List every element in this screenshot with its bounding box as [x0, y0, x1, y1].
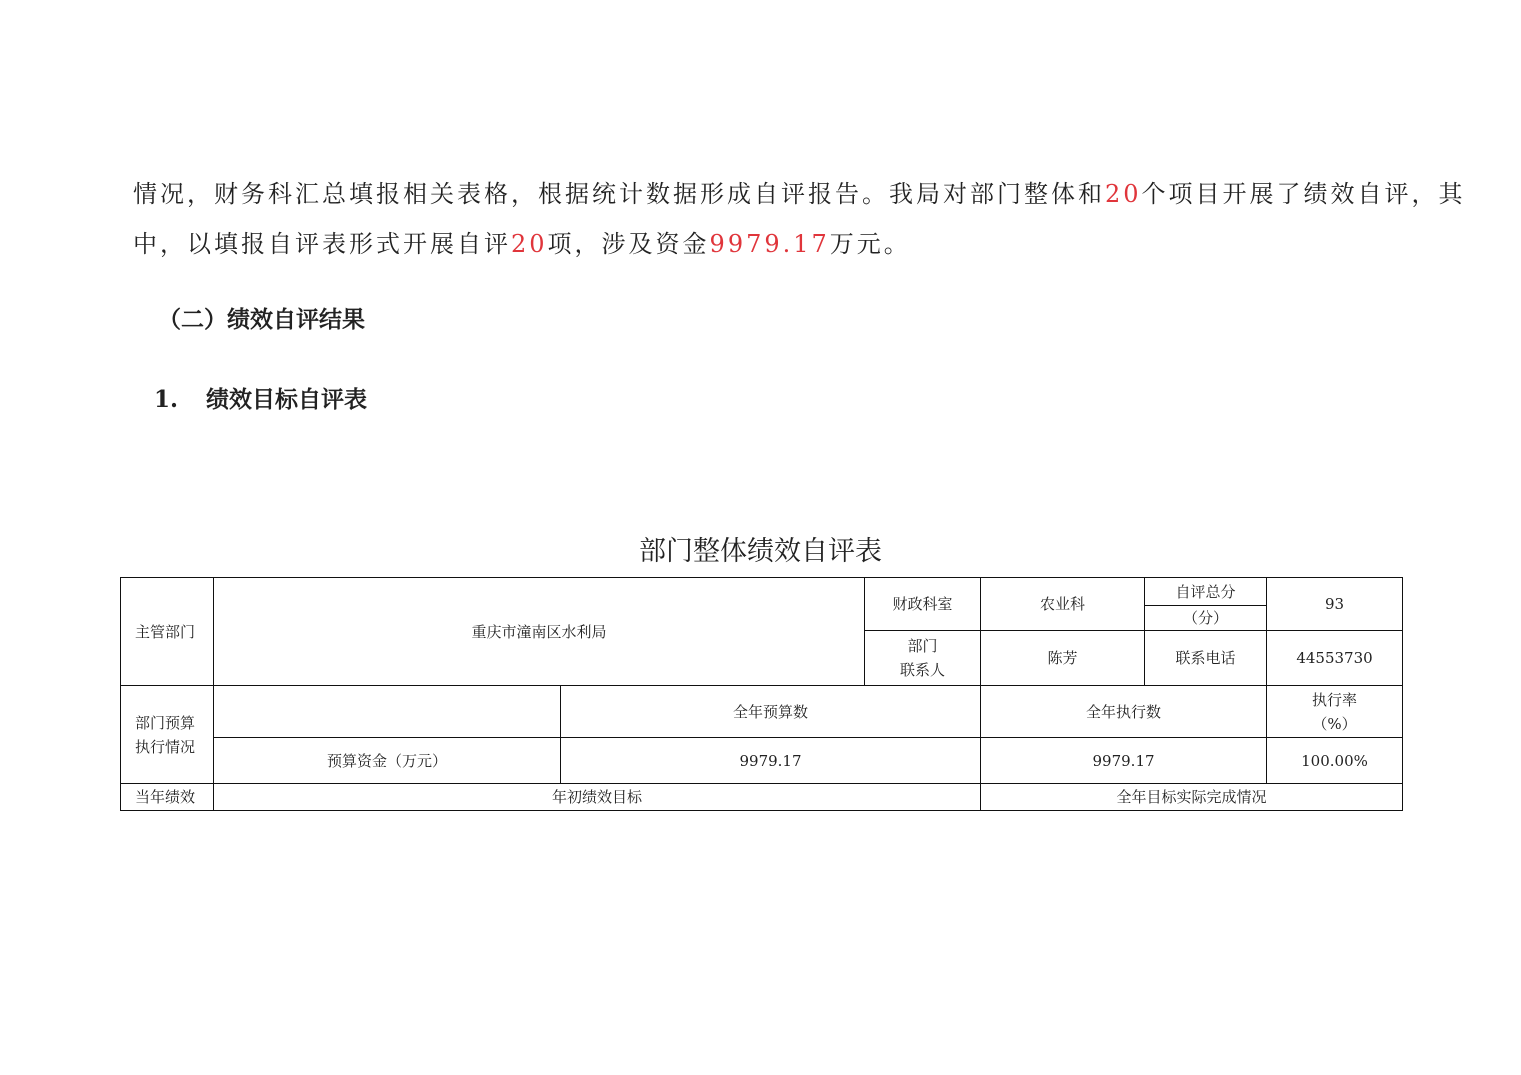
exec-rate-header-cell: [1267, 686, 1403, 738]
phone-value-cell: 44553730: [1267, 631, 1403, 686]
paragraph-text: 万元。: [829, 230, 911, 258]
score-unit-cell: （分）: [1145, 606, 1267, 631]
subsection-title: 绩效目标自评表: [206, 386, 367, 413]
contact-label-line-2: 联系人: [900, 661, 946, 679]
section-heading: （二）绩效自评结果: [158, 306, 365, 333]
finance-office-label-cell: 财政科室: [865, 578, 981, 631]
contact-value-cell: 陈芳: [981, 631, 1145, 686]
exec-rate-value-cell: 100.00%: [1267, 738, 1403, 784]
annual-budget-value-cell: 9979.17: [561, 738, 981, 784]
score-value-cell: 93: [1267, 578, 1403, 631]
budget-section-label-line-2: 执行情况: [135, 737, 196, 756]
annual-budget-header-cell: 全年预算数: [561, 686, 981, 738]
paragraph-text: 中，以填报自评表形式开展自评: [133, 230, 511, 258]
annual-execution-header-cell: 全年执行数: [981, 686, 1267, 738]
table-row: [121, 784, 1403, 811]
exec-rate-header-line-1: 执行率: [1312, 690, 1358, 709]
performance-self-eval-table: [120, 577, 1403, 811]
performance-label-cell: 当年绩效: [121, 784, 214, 811]
annual-execution-value-cell: 9979.17: [981, 738, 1267, 784]
funds-amount: 9979.17: [709, 230, 830, 258]
self-eval-count: 20: [511, 230, 548, 258]
table-title: 部门整体绩效自评表: [639, 536, 882, 567]
table-row: [121, 738, 1403, 784]
project-count: 20: [1105, 180, 1142, 208]
contact-label-line-1: 部门: [907, 637, 938, 655]
initial-target-header-cell: 年初绩效目标: [214, 784, 981, 811]
table-row: [121, 686, 1403, 738]
dept-label-cell: 主管部门: [121, 578, 214, 686]
budget-funds-label-cell: 预算资金（万元）: [214, 738, 561, 784]
budget-section-label-line-1: 部门预算: [135, 713, 196, 732]
exec-rate-header-line-2: （%）: [1312, 714, 1357, 733]
contact-label-cell: [865, 631, 981, 686]
actual-completion-header-cell: 全年目标实际完成情况: [981, 784, 1403, 811]
empty-header-cell: [214, 686, 561, 738]
subsection-number: 1.: [154, 386, 179, 413]
paragraph-text: 情况，财务科汇总填报相关表格，根据统计数据形成自评报告。我局对部门整体和: [133, 180, 1105, 208]
paragraph-text: 项，涉及资金: [547, 230, 710, 258]
phone-label-cell: 联系电话: [1145, 631, 1267, 686]
body-paragraph-line-1: [133, 180, 1466, 208]
paragraph-text: 个项目开展了绩效自评，其: [1141, 180, 1466, 208]
budget-section-label-cell: [121, 686, 214, 784]
score-label-cell: 自评总分: [1145, 578, 1267, 606]
finance-office-value-cell: 农业科: [981, 578, 1145, 631]
body-paragraph-line-2: [133, 232, 1383, 256]
dept-value-cell: 重庆市潼南区水利局: [214, 578, 865, 686]
table-row: [121, 578, 1403, 606]
